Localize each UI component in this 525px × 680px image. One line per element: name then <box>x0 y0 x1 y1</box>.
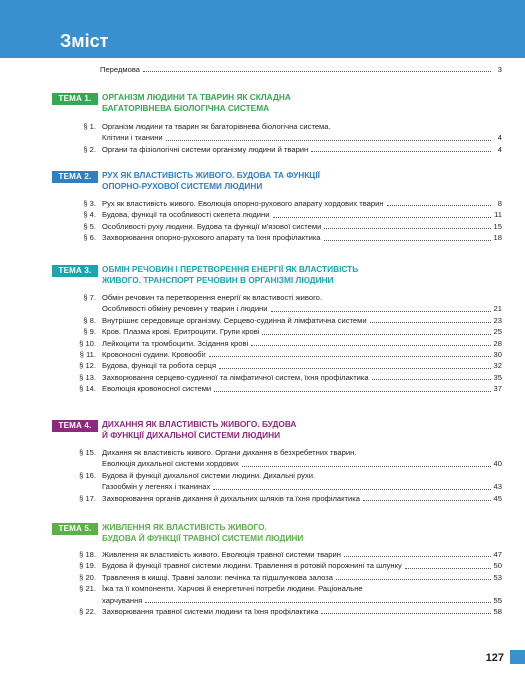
toc-items <box>0 549 525 617</box>
entry-text: Органи та фізіологічні системи організму людини й тварин <box>102 144 309 154</box>
entry-line <box>102 221 502 232</box>
toc-items <box>0 121 525 155</box>
entry-text: Особливості руху людини. Будова та функції м'язової системи <box>102 221 322 231</box>
dot-leader <box>271 303 491 311</box>
entry-line <box>102 360 502 371</box>
entry-text: Будова й функції дихальної системи людини. Дихальні рухи. <box>102 470 316 480</box>
section-number: § 16. <box>79 470 96 480</box>
entry-text: Захворювання опорно-рухового апарату та їхня профілактика <box>102 233 321 243</box>
entry-text: Їжа та її компоненти. Харчові й енергетичні потреби людини. Раціональне <box>102 584 363 594</box>
entry-page: 15 <box>493 221 502 231</box>
toc-items <box>0 292 525 395</box>
dot-leader <box>311 144 491 152</box>
theme-title-line: БАГАТОРІВНЕВА БІОЛОГІЧНА СИСТЕМА <box>102 103 270 113</box>
entry-line <box>102 595 502 606</box>
toc-entry[interactable] <box>0 360 525 371</box>
entry-page: 30 <box>493 350 502 360</box>
theme-title[interactable] <box>102 522 432 544</box>
entry-text: Кров. Плазма крові. Еритроцити. Групи крові <box>102 327 260 337</box>
toc-entry[interactable] <box>0 198 525 209</box>
section-number: § 19. <box>79 561 96 571</box>
section-number: § 17. <box>79 493 96 503</box>
section-number: § 6. <box>83 233 96 243</box>
theme-title-line: ОБМІН РЕЧОВИН І ПЕРЕТВОРЕННЯ ЕНЕРГІЇ ЯК ВЛАСТИВІСТЬ <box>102 264 359 274</box>
dot-leader <box>370 315 491 323</box>
dot-leader <box>372 372 491 380</box>
preface-page: 3 <box>497 65 502 74</box>
entry-line <box>102 447 502 458</box>
dot-leader <box>324 221 490 229</box>
entry-page: 21 <box>493 304 502 314</box>
entry-line <box>102 292 502 303</box>
section-number: § 12. <box>79 361 96 371</box>
entry-line <box>102 583 502 594</box>
entry-page: 11 <box>494 210 502 220</box>
dot-leader <box>166 132 491 140</box>
entry-text: Будова, функції та особливості скелета людини <box>102 210 270 220</box>
toc-entry[interactable] <box>0 338 525 349</box>
page-number: 127 <box>485 652 504 664</box>
entry-text: Захворювання органів дихання й дихальних шляхів та їхня профілактика <box>102 493 360 503</box>
entry-page: 35 <box>493 372 502 382</box>
entry-line <box>102 549 502 560</box>
entry-text: Клітини і тканини <box>102 133 163 143</box>
theme-title-line: ОРГАНІЗМ ЛЮДИНИ ТА ТВАРИН ЯК СКЛАДНА <box>102 92 291 102</box>
dot-leader <box>209 349 491 357</box>
toc-entry[interactable] <box>0 572 525 583</box>
dot-leader <box>363 493 491 501</box>
section-number: § 7. <box>83 293 96 302</box>
section-number: § 13. <box>79 372 96 382</box>
entry-line <box>102 132 502 143</box>
section-number: § 4. <box>83 210 96 220</box>
entry-page: 40 <box>493 459 502 469</box>
entry-page: 4 <box>497 133 502 143</box>
dot-leader <box>324 232 491 240</box>
theme-badge: ТЕМА 1. <box>52 93 98 105</box>
theme-badge: ТЕМА 5. <box>52 523 98 535</box>
dot-leader <box>213 481 490 489</box>
theme-title[interactable] <box>102 264 432 286</box>
theme-title-line: ДИХАННЯ ЯК ВЛАСТИВІСТЬ ЖИВОГО. БУДОВА <box>102 419 297 429</box>
toc-entry[interactable] <box>0 583 525 606</box>
dot-leader <box>242 458 491 466</box>
theme-title-line: ЖИВОГО. ТРАНСПОРТ РЕЧОВИН В ОРГАНІЗМІ ЛЮДИНИ <box>102 275 334 285</box>
entry-text: Будова, функції та робота серця <box>102 361 217 371</box>
section-number: § 10. <box>79 338 96 348</box>
entry-line <box>102 372 502 383</box>
dot-leader <box>273 209 492 217</box>
theme-title-line: БУДОВА Й ФУНКЦІЇ ТРАВНОЇ СИСТЕМИ ЛЮДИНИ <box>102 533 304 543</box>
section-number: § 11. <box>79 350 96 360</box>
entry-page: 37 <box>493 384 502 394</box>
entry-page: 8 <box>497 199 502 208</box>
entry-text: Еволюція кровоносної системи <box>102 384 212 394</box>
entry-page: 55 <box>493 595 502 605</box>
entry-text: Дихання як властивість живого. Органи дихання в безхребетних тварин. <box>102 448 357 457</box>
toc-entry[interactable] <box>0 121 525 144</box>
dot-leader <box>145 595 490 603</box>
theme-badge: ТЕМА 3. <box>52 265 98 277</box>
entry-text: Лейкоцити та тромбоцити. Зсідання крові <box>102 338 249 348</box>
theme-badge: ТЕМА 2. <box>52 171 98 183</box>
entry-line <box>102 121 502 132</box>
dot-leader <box>262 326 490 334</box>
preface-label: Передмова <box>100 65 141 74</box>
toc-entry[interactable] <box>0 292 525 315</box>
toc-entry[interactable] <box>0 606 525 617</box>
section-number: § 1. <box>83 122 96 131</box>
entry-text: Обмін речовин та перетворення енергії як властивості живого. <box>102 293 323 302</box>
section-number: § 14. <box>79 384 96 394</box>
section-number: § 3. <box>83 199 96 208</box>
toc-entry[interactable] <box>0 144 525 155</box>
entry-line <box>102 209 502 220</box>
entry-page: 23 <box>493 315 502 325</box>
dot-leader <box>321 606 490 614</box>
entry-line <box>102 315 502 326</box>
entry-page: 47 <box>493 550 502 559</box>
entry-text: Кровоносні судини. Кровообіг <box>102 350 206 360</box>
section-number: § 2. <box>83 144 96 154</box>
entry-line <box>102 493 502 504</box>
dot-leader <box>143 64 491 72</box>
entry-page: 50 <box>493 561 502 571</box>
entry-text: Рух як властивість живого. Еволюція опорно-рухового апарату хордових тварин <box>102 199 384 208</box>
entry-text: Особливості обміну речовин у тварин і людини <box>102 304 268 314</box>
entry-page: 43 <box>493 482 502 492</box>
dot-leader <box>251 338 490 346</box>
toc-entry[interactable] <box>0 209 525 220</box>
entry-text: Живлення як властивість живого. Еволюція травної системи тварин <box>102 550 341 559</box>
entry-text: Будова й функції травної системи людини. Травлення в ротовій порожнині та шлунку <box>102 561 402 571</box>
entry-line <box>102 606 502 617</box>
theme-title[interactable] <box>102 92 432 114</box>
entry-page: 32 <box>493 361 502 371</box>
entry-text: Еволюція дихальної системи хордових <box>102 459 239 469</box>
toc-items <box>0 198 525 244</box>
entry-line <box>102 470 502 481</box>
toc-entry-preface[interactable] <box>100 64 502 75</box>
entry-text: Захворювання травної системи людини та їхня профілактика <box>102 607 319 617</box>
toc-entry[interactable] <box>0 326 525 337</box>
dot-leader <box>214 383 490 391</box>
page-title: Зміст <box>60 31 109 51</box>
entry-text: Травлення в кишці. Травні залози: печінка та підшлункова залоза <box>102 572 334 582</box>
section-number: § 18. <box>79 550 96 559</box>
theme-title[interactable] <box>102 419 432 441</box>
dot-leader <box>219 360 490 368</box>
theme-title[interactable] <box>102 170 432 192</box>
entry-page: 45 <box>493 493 502 503</box>
entry-page: 4 <box>497 144 502 154</box>
dot-leader <box>405 560 491 568</box>
entry-line <box>102 481 502 492</box>
entry-page: 53 <box>493 572 502 582</box>
theme-title-line: ОПОРНО-РУХОВОЇ СИСТЕМИ ЛЮДИНИ <box>102 181 263 191</box>
entry-page: 18 <box>493 233 502 243</box>
entry-line <box>102 560 502 571</box>
toc-entry[interactable] <box>0 493 525 504</box>
toc-items <box>0 447 525 504</box>
toc-entry[interactable] <box>0 560 525 571</box>
theme-title-line: ЖИВЛЕННЯ ЯК ВЛАСТИВІСТЬ ЖИВОГО. <box>102 522 267 532</box>
entry-line <box>102 349 502 360</box>
section-number: § 20. <box>79 572 96 582</box>
theme-badge: ТЕМА 4. <box>52 420 98 432</box>
theme-title-line: Й ФУНКЦІЇ ДИХАЛЬНОЇ СИСТЕМИ ЛЮДИНИ <box>102 430 281 440</box>
toc-entry[interactable] <box>0 549 525 560</box>
section-number: § 21. <box>79 584 96 594</box>
dot-leader <box>344 549 491 557</box>
toc-entry[interactable] <box>0 447 525 470</box>
dot-leader <box>387 198 491 206</box>
theme-title-line: РУХ ЯК ВЛАСТИВІСТЬ ЖИВОГО. БУДОВА ТА ФУНКЦІЇ <box>102 170 320 180</box>
toc-entry[interactable] <box>0 232 525 243</box>
entry-page: 58 <box>493 607 502 617</box>
entry-text: Внутрішнє середовище організму. Серцево-судинна й лімфатична системи <box>102 315 367 325</box>
entry-line <box>102 383 502 394</box>
toc-entry[interactable] <box>0 383 525 394</box>
section-number: § 15. <box>79 448 96 457</box>
entry-line <box>102 232 502 243</box>
entry-page: 28 <box>493 338 502 348</box>
entry-line <box>102 198 502 209</box>
entry-text: харчування <box>102 595 143 605</box>
page-tab <box>510 650 525 664</box>
toc-entry[interactable] <box>0 221 525 232</box>
dot-leader <box>336 572 491 580</box>
section-number: § 22. <box>79 607 96 617</box>
section-number: § 5. <box>83 221 96 231</box>
entry-line <box>102 338 502 349</box>
entry-line <box>102 572 502 583</box>
toc-entry[interactable] <box>0 349 525 360</box>
entry-line <box>102 303 502 314</box>
entry-text: Організм людини та тварин як багаторівнева біологічна система. <box>102 122 331 131</box>
entry-line <box>102 144 502 155</box>
section-number: § 8. <box>83 315 96 325</box>
entry-page: 25 <box>493 327 502 337</box>
entry-line <box>102 326 502 337</box>
entry-text: Газообмін у легенях і тканинах <box>102 482 211 492</box>
section-number: § 9. <box>83 327 96 337</box>
toc-entry[interactable] <box>0 372 525 383</box>
toc-entry[interactable] <box>0 315 525 326</box>
entry-text: Захворювання серцево-судинної та лімфатичної систем, їхня профілактика <box>102 372 369 382</box>
toc-entry[interactable] <box>0 470 525 493</box>
entry-line <box>102 458 502 469</box>
